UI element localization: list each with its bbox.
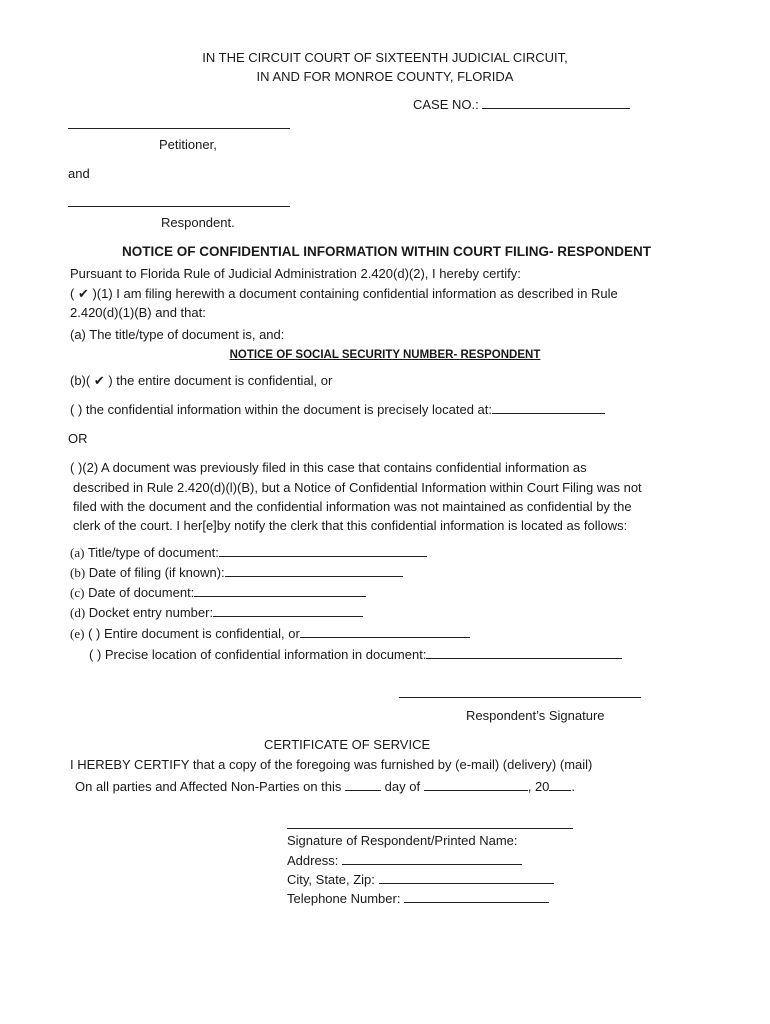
filing-date-blank: [225, 564, 403, 577]
petitioner-blank: [68, 128, 290, 129]
month-blank: [424, 778, 528, 791]
list-item-a-prefix: (a): [70, 545, 85, 560]
location-blank: [492, 401, 605, 414]
item2-line4: clerk of the court. I her[e]by notify the clerk that this confidential information is located as follows:: [73, 518, 628, 533]
list-item-e2-label: ( ) Precise location of confidential information in document:: [89, 647, 427, 662]
respondent-label: Respondent.: [161, 215, 235, 230]
list-item-e2: [89, 646, 622, 663]
list-item-c-prefix: (c): [70, 585, 85, 600]
respondent-name-signature-line: [287, 828, 573, 829]
item2-line3: filed with the document and the confidential information was not maintained as confidential by the: [73, 499, 632, 514]
list-item-e-label: ( ) Entire document is confidential, or: [88, 626, 300, 641]
day-of-label: day of: [384, 779, 421, 794]
year-prefix: , 20: [527, 779, 550, 794]
address-field: [287, 852, 522, 869]
petitioner-label: Petitioner,: [159, 137, 217, 152]
item1-line2: 2.420(d)(1)(B) and that:: [70, 305, 206, 320]
respondent-blank: [68, 206, 290, 207]
telephone-label: Telephone Number:: [287, 891, 401, 906]
and-label: and: [68, 166, 90, 181]
telephone-blank: [404, 890, 549, 903]
document-title: NOTICE OF SOCIAL SECURITY NUMBER- RESPONDENT: [229, 349, 541, 361]
or-label: OR: [68, 431, 88, 446]
case-number-label: CASE NO.:: [413, 97, 479, 112]
case-number-blank: [482, 96, 630, 109]
item-b2-field: [70, 401, 605, 418]
case-number-field: [413, 96, 630, 113]
city-state-zip-label: City, State, Zip:: [287, 872, 375, 887]
list-item-d-prefix: (d): [70, 605, 86, 620]
item-a-text: (a) The title/type of document is, and:: [70, 327, 285, 342]
address-label: Address:: [287, 853, 339, 868]
entire-document-blank: [300, 625, 470, 638]
item2-line1: ( )(2) A document was previously filed in this case that contains confidential information as: [70, 460, 587, 475]
item-b-text: (b)( ✔ ) the entire document is confidential, or: [70, 373, 333, 388]
document-date-blank: [194, 584, 366, 597]
list-item-e-prefix: (e): [70, 626, 85, 641]
list-item-a: [70, 544, 427, 561]
list-item-b-prefix: (b): [70, 565, 86, 580]
list-item-c-label: Date of document:: [88, 585, 195, 600]
period: .: [571, 779, 576, 794]
item-b2-text: ( ) the confidential information within the document is precisely located at:: [70, 402, 492, 417]
certificate-line2-text: On all parties and Affected Non-Parties on this: [75, 779, 342, 794]
telephone-field: [287, 890, 549, 907]
item1-line1: ( ✔ )(1) I am filing herewith a document containing confidential information as described in Rule: [70, 286, 618, 301]
city-state-zip-blank: [379, 871, 554, 884]
city-state-zip-field: [287, 871, 554, 888]
certificate-heading: CERTIFICATE OF SERVICE: [264, 737, 431, 752]
respondent-signature-line: [399, 697, 641, 698]
precise-location-blank: [426, 646, 622, 659]
list-item-a-label: Title/type of document:: [87, 545, 219, 560]
signature-name-label: Signature of Respondent/Printed Name:: [287, 833, 518, 848]
list-item-b: [70, 564, 403, 581]
court-name-line1: IN THE CIRCUIT COURT OF SIXTEENTH JUDICIAL CIRCUIT,: [202, 50, 568, 65]
pursuant-text: Pursuant to Florida Rule of Judicial Administration 2.420(d)(2), I hereby certify:: [70, 266, 521, 281]
list-item-d: [70, 604, 363, 621]
list-item-c: [70, 584, 366, 601]
title-type-blank: [219, 544, 427, 557]
address-blank: [342, 852, 522, 865]
item2-line2: described in Rule 2.420(d)(l)(B), but a Notice of Confidential Information within Court Filing was not: [73, 480, 642, 495]
certificate-line1: I HEREBY CERTIFY that a copy of the foregoing was furnished by (e-mail) (delivery) (mail): [70, 757, 593, 772]
docket-entry-blank: [213, 604, 363, 617]
list-item-d-label: Docket entry number:: [88, 605, 214, 620]
certificate-line2: [75, 778, 575, 795]
list-item-e: [70, 625, 470, 642]
respondent-signature-label: Respondent’s Signature: [466, 708, 605, 723]
list-item-b-label: Date of filing (if known):: [88, 565, 225, 580]
year-blank: [549, 778, 571, 791]
notice-title: NOTICE OF CONFIDENTIAL INFORMATION WITHIN COURT FILING- RESPONDENT: [122, 244, 651, 259]
court-name-line2: IN AND FOR MONROE COUNTY, FLORIDA: [256, 69, 514, 84]
day-blank: [345, 778, 381, 791]
